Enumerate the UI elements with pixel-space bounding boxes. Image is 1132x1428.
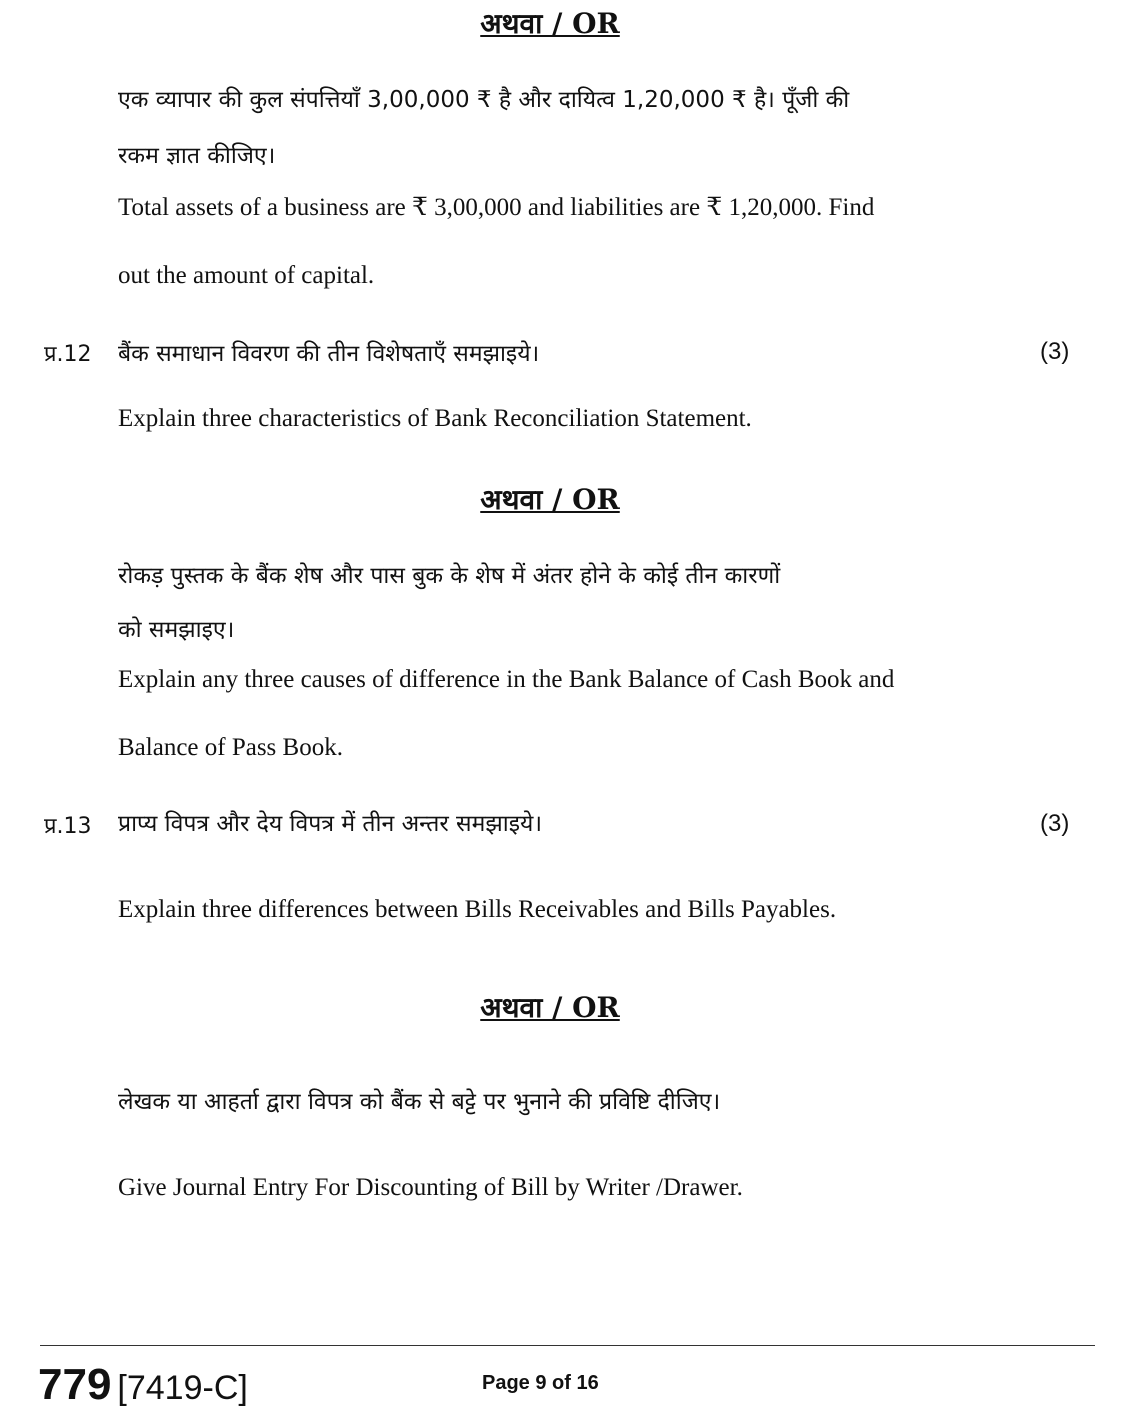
paper-code-number: 779 <box>38 1360 112 1409</box>
footer-divider <box>40 1345 1095 1346</box>
or-heading: अथवा / OR <box>480 7 620 40</box>
question-text-english: Explain any three causes of difference in the Bank Balance of Cash Book and <box>118 666 895 693</box>
page-number: Page 9 of 16 <box>482 1372 599 1394</box>
question-number: प्र.13 <box>44 814 92 839</box>
question-text-hindi: प्राप्य विपत्र और देय विपत्र में तीन अन्तर समझाइये। <box>118 811 543 837</box>
question-number: प्र.12 <box>44 342 92 367</box>
question-text-english: Give Journal Entry For Discounting of Bill by Writer /Drawer. <box>118 1174 743 1201</box>
question-marks: (3) <box>1040 810 1070 837</box>
question-text-english: Balance of Pass Book. <box>118 734 343 761</box>
question-marks: (3) <box>1040 338 1070 365</box>
question-text-english: Explain three differences between Bills Receivables and Bills Payables. <box>118 896 837 923</box>
or-heading: अथवा / OR <box>480 483 620 516</box>
question-text-english: out the amount of capital. <box>118 262 375 289</box>
question-text-english: Total assets of a business are ₹ 3,00,000 and liabilities are ₹ 1,20,000. Find <box>118 194 875 221</box>
paper-code <box>38 1360 248 1410</box>
question-text-hindi: लेखक या आहर्ता द्वारा विपत्र को बैंक से बट्टे पर भुनाने की प्रविष्टि दीजिए। <box>118 1089 721 1115</box>
paper-code-set: [7419-C] <box>117 1369 248 1407</box>
question-text-hindi: एक व्यापार की कुल संपत्तियाँ 3,00,000 ₹ है और दायित्व 1,20,000 ₹ है। पूँजी की <box>118 87 850 113</box>
or-heading: अथवा / OR <box>480 991 620 1024</box>
question-text-hindi: रकम ज्ञात कीजिए। <box>118 143 276 169</box>
question-text-hindi: को समझाइए। <box>118 617 235 643</box>
question-text-hindi: रोकड़ पुस्तक के बैंक शेष और पास बुक के शेष में अंतर होने के कोई तीन कारणों <box>118 563 781 589</box>
question-text-english: Explain three characteristics of Bank Reconciliation Statement. <box>118 405 752 432</box>
question-text-hindi: बैंक समाधान विवरण की तीन विशेषताएँ समझाइये। <box>118 341 540 367</box>
